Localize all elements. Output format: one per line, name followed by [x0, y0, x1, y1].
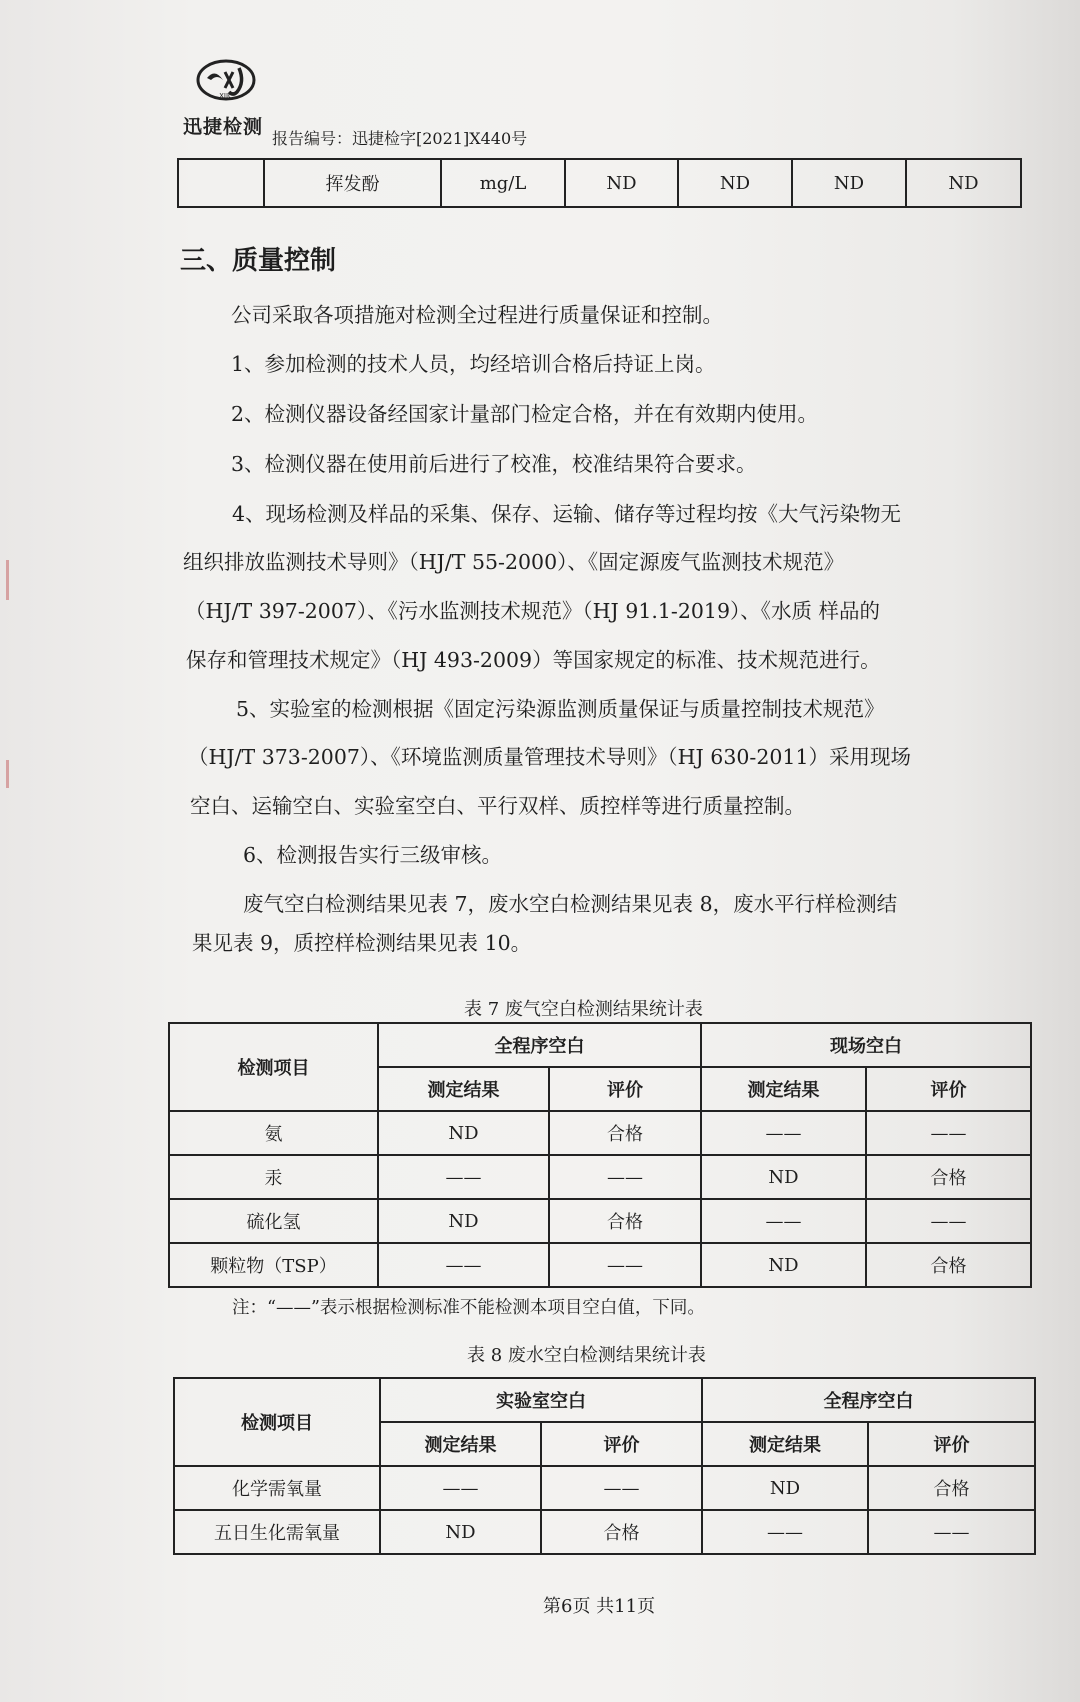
table-cell: 五日生化需氧量: [174, 1510, 380, 1554]
table-cell: [178, 159, 264, 207]
table-cell: ND: [378, 1199, 549, 1243]
table-cell: ND: [378, 1111, 549, 1155]
paragraph-line: 4、现场检测及样品的采集、保存、运输、储存等过程均按《大气污染物无: [232, 502, 902, 526]
column-header: 测定结果: [701, 1067, 866, 1111]
table-cell: 合格: [549, 1111, 701, 1155]
table-cell: ——: [701, 1111, 866, 1155]
table-cell: ND: [701, 1155, 866, 1199]
column-header: 测定结果: [378, 1067, 549, 1111]
paragraph-line: 公司采取各项措施对检测全过程进行质量保证和控制。: [231, 303, 723, 327]
table-cell: 挥发酚: [264, 159, 441, 207]
column-group-header: 全程序空白: [702, 1378, 1035, 1422]
table-row: [169, 1199, 1031, 1243]
table-cell: ——: [701, 1199, 866, 1243]
paragraph-line: 1、参加检测的技术人员，均经培训合格后持证上岗。: [231, 352, 716, 376]
column-header: 检测项目: [174, 1378, 380, 1466]
column-group-header: 实验室空白: [380, 1378, 702, 1422]
section-title: 三、质量控制: [180, 246, 337, 276]
table-cell: ND: [702, 1466, 868, 1510]
paragraph-line: （HJ/T 373-2007）、《环境监测质量管理技术导则》（HJ 630-2011）采用现场: [188, 745, 912, 769]
paragraph-line: 保存和管理技术规定》（HJ 493-2009）等国家规定的标准、技术规范进行。: [186, 648, 881, 672]
page-number: 第6页 共11页: [543, 1596, 656, 1617]
table-caption: 表 7 废气空白检测结果统计表: [464, 999, 703, 1020]
paragraph-line: 果见表 9，质控样检测结果见表 10。: [192, 931, 532, 955]
table-cell: ——: [866, 1111, 1031, 1155]
paragraph-line: 废气空白检测结果见表 7，废水空白检测结果见表 8，废水平行样检测结: [243, 892, 898, 916]
table-cell: 合格: [866, 1155, 1031, 1199]
table-cell: ——: [702, 1510, 868, 1554]
column-header: 评价: [868, 1422, 1035, 1466]
table-header-row: [174, 1378, 1035, 1422]
table-row: [169, 1243, 1031, 1287]
table-row: [169, 1111, 1031, 1155]
table-cell: ND: [678, 159, 792, 207]
svg-text:XJJC: XJJC: [219, 92, 233, 100]
table-cell: 颗粒物（TSP）: [169, 1243, 378, 1287]
paragraph-line: （HJ/T 397-2007）、《污水监测技术规范》（HJ 91.1-2019）、《水质 样品的: [185, 599, 881, 623]
column-header: 评价: [541, 1422, 702, 1466]
column-header: 评价: [866, 1067, 1031, 1111]
column-header: 测定结果: [702, 1422, 868, 1466]
table-cell: ND: [906, 159, 1021, 207]
table-row: [178, 159, 1021, 207]
column-group-header: 现场空白: [701, 1023, 1031, 1067]
table-header-row: [169, 1023, 1031, 1067]
company-logo-mark: [195, 58, 257, 106]
table-cell: ND: [792, 159, 906, 207]
table-cell: ND: [565, 159, 678, 207]
column-header: 检测项目: [169, 1023, 378, 1111]
company-name: 迅捷检测: [183, 116, 264, 138]
table-cell: ——: [549, 1155, 701, 1199]
table-row: [174, 1510, 1035, 1554]
table-cell: 汞: [169, 1155, 378, 1199]
table-cell: ——: [868, 1510, 1035, 1554]
scan-edge-mark: [6, 760, 9, 788]
table-cell: ——: [378, 1243, 549, 1287]
waste-gas-blank-table: [168, 1022, 1032, 1288]
column-header: 测定结果: [380, 1422, 541, 1466]
column-header: 评价: [549, 1067, 701, 1111]
table-cell: ——: [380, 1466, 541, 1510]
table-note: 注：“——”表示根据检测标准不能检测本项目空白值，下同。: [232, 1298, 705, 1318]
table-row: [174, 1466, 1035, 1510]
table-cell: 合格: [866, 1243, 1031, 1287]
paragraph-line: 6、检测报告实行三级审核。: [243, 843, 503, 867]
paragraph-line: 组织排放监测技术导则》（HJ/T 55-2000）、《固定源废气监测技术规范》: [183, 550, 845, 574]
table-cell: ——: [378, 1155, 549, 1199]
report-number: 报告编号：迅捷检字[2021]X440号: [272, 129, 528, 148]
continued-result-table: [177, 158, 1022, 208]
table-cell: ——: [866, 1199, 1031, 1243]
column-group-header: 全程序空白: [378, 1023, 701, 1067]
paragraph-line: 2、检测仪器设备经国家计量部门检定合格，并在有效期内使用。: [231, 402, 819, 426]
table-row: [169, 1155, 1031, 1199]
paragraph-line: 空白、运输空白、实验室空白、平行双样、质控样等进行质量控制。: [190, 794, 805, 818]
table-cell: 合格: [549, 1199, 701, 1243]
paragraph-line: 5、实验室的检测根据《固定污染源监测质量保证与质量控制技术规范》: [236, 697, 885, 721]
table-cell: 氨: [169, 1111, 378, 1155]
table-cell: ——: [549, 1243, 701, 1287]
paragraph-line: 3、检测仪器在使用前后进行了校准，校准结果符合要求。: [231, 452, 757, 476]
table-cell: 合格: [868, 1466, 1035, 1510]
table-caption: 表 8 废水空白检测结果统计表: [467, 1345, 706, 1366]
table-cell: 硫化氢: [169, 1199, 378, 1243]
table-cell: mg/L: [441, 159, 565, 207]
table-cell: ND: [380, 1510, 541, 1554]
scan-edge-mark: [6, 560, 9, 600]
table-cell: 化学需氧量: [174, 1466, 380, 1510]
table-cell: ND: [701, 1243, 866, 1287]
wastewater-blank-table: [173, 1377, 1036, 1555]
company-logo: [183, 58, 275, 139]
table-cell: 合格: [541, 1510, 702, 1554]
table-cell: ——: [541, 1466, 702, 1510]
